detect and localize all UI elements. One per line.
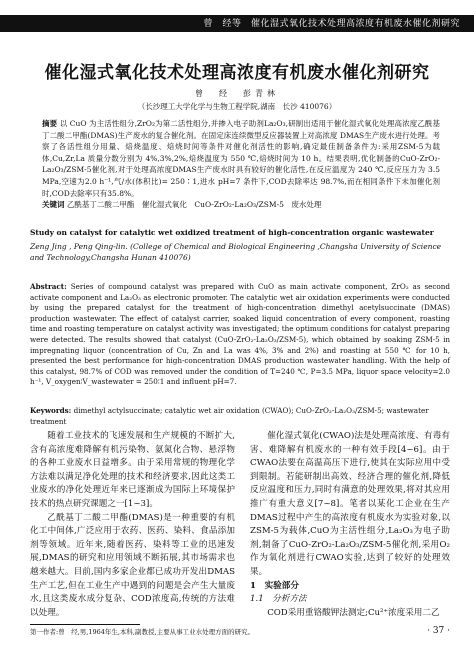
keywords-text: 乙酰基丁二酸二甲酯 催化湿式氧化 CuO-ZrO₂-La₂O₃/ZSM-5 废水处理	[66, 200, 322, 210]
authors: 曾 经 彭青林	[195, 89, 279, 98]
body-left-column	[30, 430, 235, 620]
paper-title: 催化湿式氧化技术处理高浓度有机废水催化剂研究	[44, 63, 430, 83]
english-abstract-text: Series of compound catalyst was prepared with CuO as main activate component, ZrO₂ as second activate component and La₂O₃ as electronic promoter. The catalytic wet air oxidation experiments were conducted by using the prepared catalyst for the treatment of high-concentration dimethyl acetylsuccinate (DMAS) production wastewater. The effect of catalyst carrier, soaked liquid concentration of every component, roasting time and roasting temperature on catalyst activity was investigated; the optimum conditions for catalyst preparing were detected. The results showed that catalyst (CuO-ZrO₂-La₂O₃/ZSM-5), which obtained by soaking ZSM-5 in impregnating liquor (concentration of Cu, Zn and La was 4%, 3% and 2%) and roasting at 550 ℃ for 10 h, presented the best performance for high-concentration DMAS production wastewater handling. With the help of this catalyst, 98.7% of COD was removed under the condition of T=240 ℃, P=3.5 MPa, liquor space velocity=2.0 h⁻¹, V_oxygen∶V_wastewater = 250∶1 and influent pH=7.	[30, 282, 450, 387]
paragraph: 随着工业技术的飞速发展和生产规模的不断扩大,含有高浓度难降解有机污染物、氨氮化合物、悬浮物的各种工业废水日益增多。由于采用常规的物理化学方法难以满足净化处理的技术和经济要求,因此这类工业废水的净化处理近年来已逐渐成为国际上环境保护技术的热点研究课题之一[1~3]。	[30, 431, 235, 509]
footnote-rule	[30, 624, 140, 625]
abstract-label: 摘要	[42, 119, 58, 128]
paragraph: 乙酰基丁二酸二甲酯(DMAS)是一种重要的有机化工中间体,广泛应用于农药、医药、染料、食品添加剂等领域。近年来,随着医药、染料等工业的迅速发展,DMAS的研究和应用领域不断拓展,其市场需求也越来越大。目前,国内多家企业都已成功开发出DMAS生产工艺,但在工业生产中遇到的问题是会产生大量废水,且这类废水成分复杂、COD浓度高,传统的方法难以处理。	[30, 512, 235, 618]
english-title: Study on catalyst for catalytic wet oxidized treatment of high-concentration organic wastewater	[30, 228, 434, 237]
affiliation: （长沙理工大学化学与生物工程学院,湖南 长沙 410076）	[137, 102, 337, 111]
chinese-abstract	[42, 118, 440, 211]
footnote: 第一作者:曾 经,男,1964年生,本科,副教授,主要从事工业水处理方面的研究。	[30, 628, 255, 636]
english-abstract	[30, 282, 450, 388]
english-keywords	[30, 406, 450, 427]
english-authors: Zeng Jing , Peng Qing-lin. (College of Chemical and Biological Engineering ,Changsha University of Science and Technology,Changsha Hunan 410076)	[30, 242, 442, 262]
english-keywords-text: dimethyl actylsuccinate; catalytic wet air oxidation (CWAO); CuO-ZrO₂-La₂O₃/ZSM-5; wastewater treatment	[30, 406, 429, 426]
abstract-text: 以 CuO 为主活性组分,ZrO₂为第二活性组分,并掺入电子助剂La₂O₃,研制出适用于催化湿式氧化处理高浓度乙酰基丁二酸二甲酯(DMAS)生产废水的复合催化剂。在固定床连续微型反应器装置上对高浓度 DMAS生产废水进行处理。考察了各活性组分用量、焙烧温度、焙烧时间等条件对催化剂活性的影响,确定最佳制备条件为:采用ZSM-5为载体,Cu,Zr,La 质量分数分别为 4%,3%,2%,焙烧温度为 550 ℃,焙烧时间为 10 h。结果表明,优化制备的CuO-ZrO₂-La₂O₃/ZSM-5催化剂,对于处理高浓度DMAS生产废水时具有较好的催化活性,在反应温度为 240 ℃,反应压力为 3.5 MPa,空速为2.0 h⁻¹,气/水(体积比)= 250∶1,进水 pH=7 条件下,COD去除率达 98.7%,而在相同条件下未加催化剂时,COD去除率只有35.8%。	[42, 119, 441, 198]
english-abstract-label: Abstract:	[30, 282, 67, 291]
section-heading: 1 实验部分	[250, 580, 299, 591]
keywords-label: 关键词	[42, 200, 65, 210]
subsection-heading: 1.1 分析方法	[250, 594, 307, 605]
english-keywords-label: Keywords:	[30, 406, 72, 415]
paragraph: COD采用重铬酸钾法测定;Cu²⁺浓度采用二乙	[267, 607, 440, 618]
running-header: 曾 经等 催化湿式氧化技术处理高浓度有机废水催化剂研究	[203, 19, 460, 29]
page-number: · 37 ·	[427, 626, 450, 636]
body-right-column	[250, 430, 450, 620]
paragraph: 催化湿式氧化(CWAO)法是处理高浓度、有毒有害、难降解有机废水的一种有效手段[4~6]。由于CWAO法要在高温高压下进行,使其在实际应用中受到限制。若能研制出高效、经济合理的催化剂,降低反应温度和压力,同时有满意的处理效果,将对其应用推广有重大意义[7~8]。笔者以某化工企业在生产DMAS过程中产生的高浓度有机废水为实验对象,以ZSM-5为载体,CuO为主活性组分,La₂O₃为电子助剂,制备了CuO-ZrO₂-La₂O₃/ZSM-5催化剂,采用O₂作为氧化剂进行CWAO实验,达到了较好的处理效果。	[250, 431, 450, 577]
